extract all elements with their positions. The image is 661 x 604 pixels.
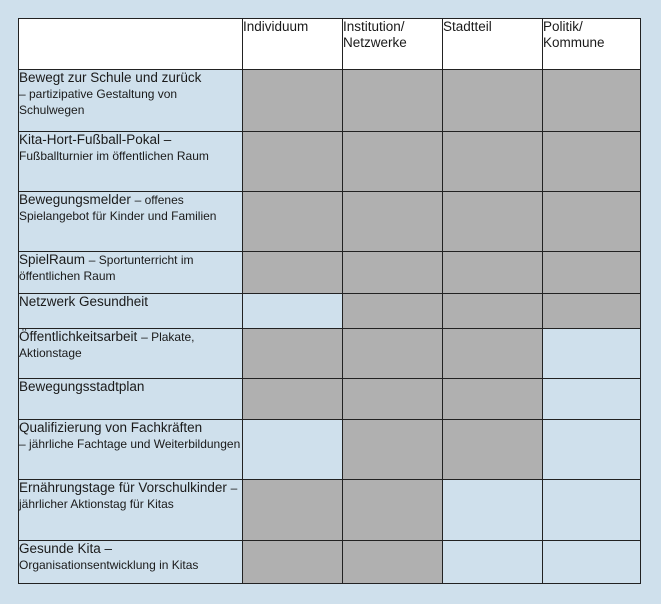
level-cell-institution <box>343 420 443 480</box>
corner-cell <box>19 19 243 70</box>
measure-description: – jährliche Fachtage und Weiterbildungen <box>19 437 241 451</box>
measure-description: – jährlicher Aktionstag für Kitas <box>19 481 238 511</box>
level-cell-institution <box>343 294 443 329</box>
measure-title: Bewegungsmelder <box>19 192 131 207</box>
level-cell-individuum <box>243 70 343 132</box>
level-cell-individuum <box>243 252 343 294</box>
measure-description: Organisationsentwicklung in Kitas <box>19 558 199 572</box>
measure-cell <box>19 192 243 252</box>
measure-cell <box>19 294 243 329</box>
level-cell-individuum <box>243 192 343 252</box>
measure-title: SpielRaum <box>19 252 86 267</box>
level-cell-stadtteil <box>443 294 543 329</box>
level-cell-stadtteil <box>443 541 543 584</box>
table-row <box>19 70 641 132</box>
measure-cell <box>19 132 243 192</box>
column-header-stadtteil: Stadtteil <box>443 19 543 70</box>
measure-cell <box>19 70 243 132</box>
level-cell-politik <box>543 379 641 420</box>
level-cell-stadtteil <box>443 192 543 252</box>
level-cell-individuum <box>243 379 343 420</box>
level-cell-individuum <box>243 132 343 192</box>
level-cell-politik <box>543 192 641 252</box>
measure-title: Bewegt zur Schule und zurück <box>19 70 202 85</box>
measure-title: Qualifizierung von Fachkräften <box>19 420 203 435</box>
table-row <box>19 329 641 379</box>
measure-cell <box>19 541 243 584</box>
level-cell-institution <box>343 132 443 192</box>
level-cell-politik <box>543 541 641 584</box>
measure-title: Kita-Hort-Fußball-Pokal – <box>19 132 172 147</box>
level-cell-institution <box>343 541 443 584</box>
measure-cell <box>19 480 243 541</box>
measure-cell <box>19 379 243 420</box>
measure-cell <box>19 420 243 480</box>
measure-description: – Sportunterricht im öffentlichen Raum <box>19 253 194 283</box>
table-row <box>19 132 641 192</box>
level-cell-politik <box>543 70 641 132</box>
level-cell-individuum <box>243 541 343 584</box>
column-header-institution: Institution/ Netzwerke <box>343 19 443 70</box>
measure-title: Ernährungstage für Vorschulkinder <box>19 480 227 495</box>
table-row <box>19 294 641 329</box>
table-row <box>19 480 641 541</box>
measure-title: Gesunde Kita – <box>19 541 113 556</box>
level-cell-institution <box>343 329 443 379</box>
measure-description: Fußballturnier im öffentlichen Raum <box>19 149 209 163</box>
table-row <box>19 379 641 420</box>
level-cell-stadtteil <box>443 329 543 379</box>
level-cell-individuum <box>243 480 343 541</box>
measure-description: – offenes Spielangebot für Kinder und Familien <box>19 193 217 223</box>
level-cell-politik <box>543 329 641 379</box>
level-cell-stadtteil <box>443 480 543 541</box>
column-header-politik: Politik/ Kommune <box>543 19 641 70</box>
level-cell-politik <box>543 480 641 541</box>
measure-cell <box>19 329 243 379</box>
level-cell-stadtteil <box>443 379 543 420</box>
measure-title: Bewegungsstadtplan <box>19 379 145 394</box>
level-cell-individuum <box>243 294 343 329</box>
level-cell-institution <box>343 379 443 420</box>
table-row <box>19 420 641 480</box>
level-cell-politik <box>543 132 641 192</box>
measure-title: Netzwerk Gesundheit <box>19 294 149 309</box>
level-cell-individuum <box>243 329 343 379</box>
level-cell-stadtteil <box>443 132 543 192</box>
level-cell-individuum <box>243 420 343 480</box>
level-cell-stadtteil <box>443 252 543 294</box>
level-cell-stadtteil <box>443 70 543 132</box>
level-cell-stadtteil <box>443 420 543 480</box>
level-cell-institution <box>343 252 443 294</box>
header-row <box>19 19 641 70</box>
level-cell-politik <box>543 420 641 480</box>
measure-cell <box>19 252 243 294</box>
level-cell-politik <box>543 294 641 329</box>
column-header-individuum: Individuum <box>243 19 343 70</box>
level-cell-institution <box>343 192 443 252</box>
measures-matrix-table <box>18 18 641 584</box>
level-cell-institution <box>343 70 443 132</box>
table-row <box>19 192 641 252</box>
measure-description: – Plakate, Aktionstage <box>19 330 195 360</box>
table-row <box>19 541 641 584</box>
level-cell-politik <box>543 252 641 294</box>
table-row <box>19 252 641 294</box>
measure-title: Öffentlichkeitsarbeit <box>19 329 138 344</box>
measure-description: – partizipative Gestaltung von Schulwegen <box>19 87 178 117</box>
level-cell-institution <box>343 480 443 541</box>
